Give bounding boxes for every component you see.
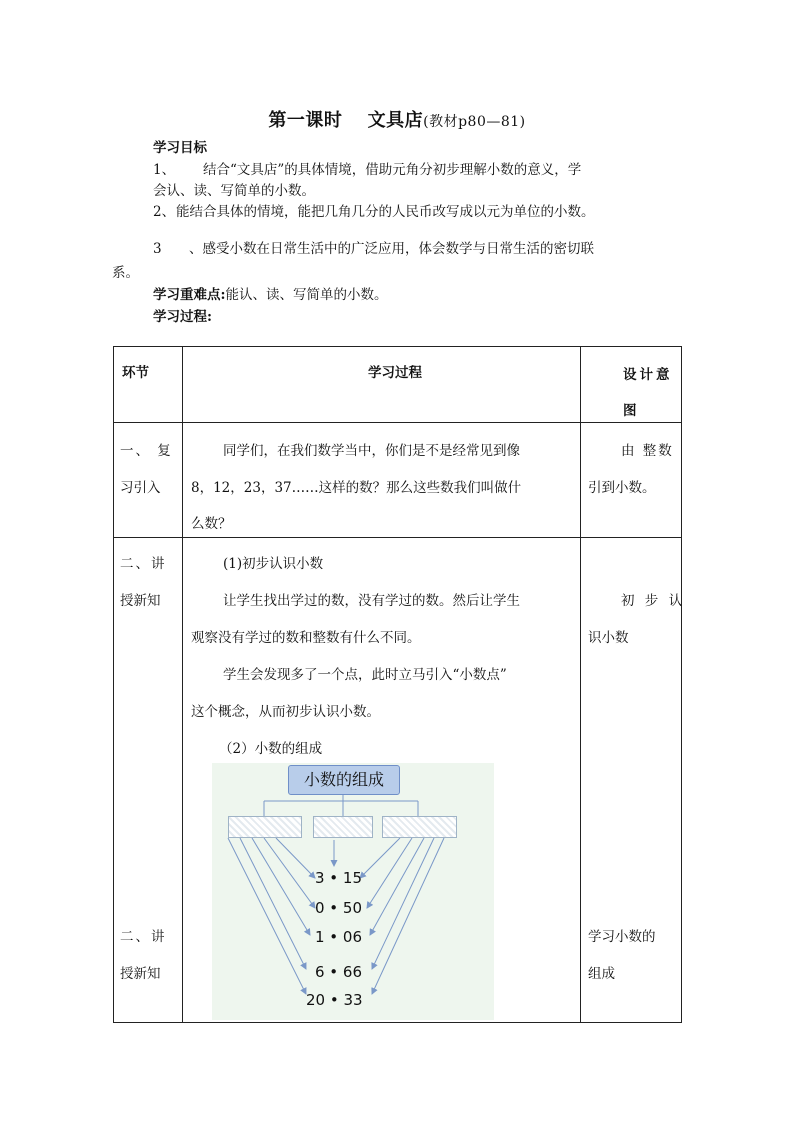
diagram-title: 小数的组成	[288, 765, 400, 795]
objective-1-line1: 结合“文具店”的具体情境，借助元角分初步理解小数的意义，学	[203, 162, 582, 178]
row2-intent2-2: 组成	[588, 966, 615, 982]
row2-stage-1: 二、讲	[120, 556, 167, 572]
row2-stage-2: 授新知	[120, 593, 161, 609]
row1-stage-2: 习引入	[120, 480, 161, 496]
row1-intent-2: 引到小数。	[588, 480, 656, 496]
title-main: 第一课时 文具店	[268, 110, 424, 131]
decimal-composition-diagram	[212, 763, 494, 1020]
page-title	[0, 106, 794, 132]
row2-process-6: （2）小数的组成	[219, 741, 323, 757]
objective-1-line2: 会认、读、写简单的小数。	[153, 183, 315, 199]
objective-2-num: 2、	[153, 204, 176, 220]
row1-intent-1: 由 整数	[621, 443, 674, 459]
row2-process-4: 学生会发现多了一个点，此时立马引入“小数点”	[223, 667, 507, 683]
row1-process-3: 么数？	[191, 516, 232, 532]
row1-process-2: 8，12，23，37……这样的数？那么这些数我们叫做什	[191, 480, 522, 496]
objective-3-line2: 系。	[112, 265, 139, 281]
row2-intent-2: 识小数	[588, 630, 629, 646]
decimal-number: 0 • 50	[315, 899, 363, 917]
row1-stage-1: 一、 复	[120, 443, 173, 459]
integer-part-blank	[228, 816, 302, 838]
row2-stage2-2: 授新知	[120, 966, 161, 982]
objective-1-num: 1、	[153, 162, 176, 178]
header-intent-2: 图	[623, 403, 637, 419]
key-points-label: 学习重难点:	[153, 287, 226, 303]
row1-process-1: 同学们，在我们数学当中，你们是不是经常见到像	[223, 443, 520, 459]
row2-process-2: 让学生找出学过的数，没有学过的数。然后让学生	[223, 593, 520, 609]
row2-stage2-1: 二、讲	[120, 929, 167, 945]
header-intent-1: 设计意	[623, 367, 673, 383]
process-label: 学习过程:	[153, 309, 212, 325]
decimal-number: 1 • 06	[315, 928, 363, 946]
table-header-row	[114, 347, 682, 423]
row2-process-5: 这个概念，从而初步认识小数。	[191, 704, 380, 720]
decimal-number: 20 • 33	[306, 991, 363, 1009]
row2-process-3: 观察没有学过的数和整数有什么不同。	[191, 630, 421, 646]
table-row	[114, 423, 682, 538]
row2-intent2-1: 学习小数的	[588, 929, 656, 945]
diagram-connectors	[212, 763, 494, 1020]
decimal-part-blank	[382, 816, 457, 838]
tree-connector	[264, 794, 418, 816]
decimal-number: 6 • 66	[315, 963, 363, 981]
row2-intent-1: 初 步 认	[621, 593, 686, 609]
key-points-text: 能认、读、写简单的小数。	[225, 287, 388, 303]
decimal-point-blank	[313, 816, 373, 838]
objectives-heading: 学习目标	[153, 140, 207, 156]
header-process: 学习过程	[368, 365, 422, 381]
header-stage: 环节	[122, 365, 149, 381]
row2-process-1: (1)初步认识小数	[223, 556, 324, 572]
objective-3-line1: 、感受小数在日常生活中的广泛应用，体会数学与日常生活的密切联	[189, 241, 594, 257]
objective-2-line1: 能结合具体的情境，能把几角几分的人民币改写成以元为单位的小数。	[176, 204, 595, 220]
title-sub: (教材p80—81)	[423, 114, 526, 130]
decimal-number: 3 • 15	[315, 869, 363, 887]
objective-3-num: 3	[153, 241, 162, 257]
